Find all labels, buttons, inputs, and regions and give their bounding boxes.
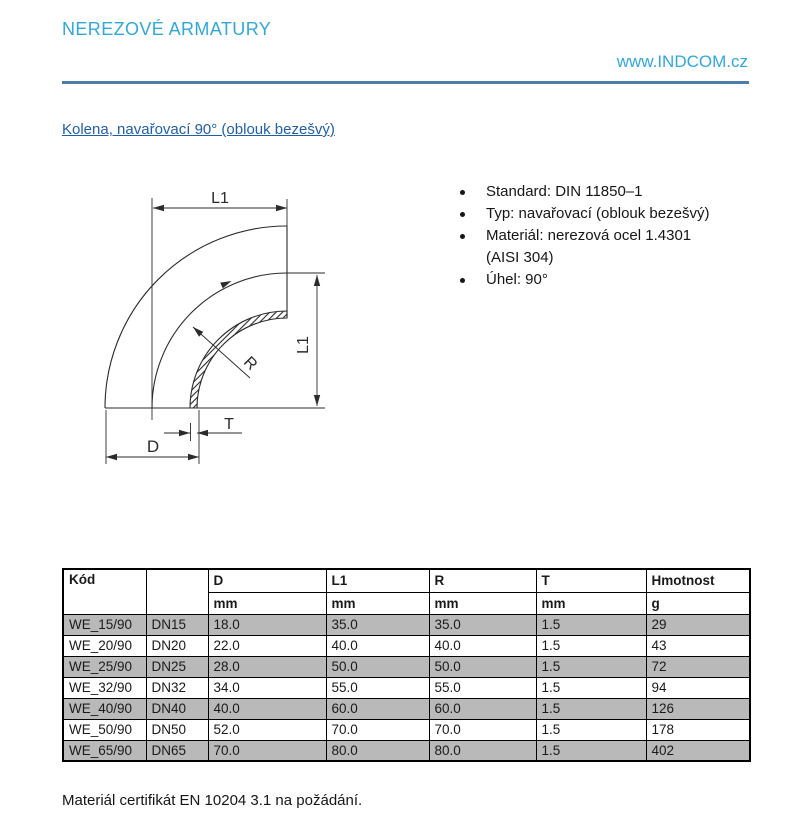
table-wrap (62, 568, 751, 762)
table-cell: 52.0 (208, 719, 326, 740)
specs-list (460, 181, 780, 291)
table-cell: WE_20/90 (63, 635, 146, 656)
column-unit: mm (208, 592, 326, 614)
section-link[interactable]: Kolena, navařovací 90° (oblouk bezešvý) (62, 121, 335, 138)
dimension-lines (106, 198, 325, 464)
elbow-outline (105, 226, 325, 408)
header-rule (62, 81, 749, 84)
table-cell: 1.5 (536, 614, 646, 635)
table-cell: DN65 (146, 740, 208, 761)
dimension-arrows (106, 205, 320, 460)
table-cell: 34.0 (208, 677, 326, 698)
table-cell: 80.0 (429, 740, 536, 761)
table-cell: 94 (646, 677, 750, 698)
table-row (63, 719, 750, 740)
table-cell: 28.0 (208, 656, 326, 677)
table-cell: 1.5 (536, 635, 646, 656)
table-cell: DN25 (146, 656, 208, 677)
table-cell: 50.0 (326, 656, 429, 677)
table-cell: 43 (646, 635, 750, 656)
table-row (63, 614, 750, 635)
table-cell: 35.0 (326, 614, 429, 635)
table-cell: 1.5 (536, 677, 646, 698)
table-cell: 402 (646, 740, 750, 761)
dim-label-l1-right: L1 (295, 336, 312, 354)
table-cell: 126 (646, 698, 750, 719)
table-cell: WE_40/90 (63, 698, 146, 719)
spec-item (460, 203, 780, 225)
table-row (63, 698, 750, 719)
table-cell: 55.0 (326, 677, 429, 698)
column-header (146, 569, 208, 614)
table-cell: 1.5 (536, 698, 646, 719)
column-unit: g (646, 592, 750, 614)
table-cell: 1.5 (536, 740, 646, 761)
table-row (63, 656, 750, 677)
table-cell: 80.0 (326, 740, 429, 761)
website-link[interactable]: www.INDCOM.cz (616, 52, 748, 71)
table-cell: 178 (646, 719, 750, 740)
footnote: Materiál certifikát EN 10204 3.1 na požádání. (62, 792, 363, 809)
table-row (63, 740, 750, 761)
table-cell: 1.5 (536, 656, 646, 677)
column-header: D (208, 569, 326, 592)
spec-text-continued: (AISI 304) (486, 249, 554, 266)
column-header: T (536, 569, 646, 592)
table-cell: WE_50/90 (63, 719, 146, 740)
dim-label-diameter: D (146, 437, 160, 456)
table-cell: 22.0 (208, 635, 326, 656)
table-cell: 50.0 (429, 656, 536, 677)
table-cell: DN15 (146, 614, 208, 635)
bullet-icon (460, 234, 465, 239)
table-cell: DN20 (146, 635, 208, 656)
table-cell: 72 (646, 656, 750, 677)
spec-text: Úhel: 90° (486, 271, 548, 288)
table-cell: WE_25/90 (63, 656, 146, 677)
spec-text: Materiál: nerezová ocel 1.4301 (486, 227, 692, 244)
column-unit: mm (429, 592, 536, 614)
table-cell: 29 (646, 614, 750, 635)
table-cell: DN40 (146, 698, 208, 719)
elbow-drawing (95, 185, 335, 470)
spec-item (460, 181, 780, 203)
page-title: NEREZOVÉ ARMATURY (62, 19, 272, 39)
column-unit: mm (326, 592, 429, 614)
table-cell: DN50 (146, 719, 208, 740)
table-row (63, 635, 750, 656)
dim-label-l1-top: L1 (211, 190, 229, 207)
table-cell: 40.0 (208, 698, 326, 719)
spec-item (460, 225, 780, 247)
size-table (62, 568, 751, 762)
bullet-icon (460, 212, 465, 217)
table-cell: 40.0 (326, 635, 429, 656)
table-row (63, 677, 750, 698)
dim-label-thickness: T (224, 416, 234, 433)
spec-text: Typ: navařovací (oblouk bezešvý) (486, 205, 710, 222)
bullet-icon (460, 190, 465, 195)
table-cell: 70.0 (208, 740, 326, 761)
dim-label-radius: R (240, 353, 261, 374)
column-header: L1 (326, 569, 429, 592)
column-header: Hmotnost (646, 569, 750, 592)
table-cell: 55.0 (429, 677, 536, 698)
table-cell: 40.0 (429, 635, 536, 656)
spec-text: Standard: DIN 11850–1 (486, 183, 643, 200)
wall-section-hatch (190, 311, 287, 408)
table-cell: WE_65/90 (63, 740, 146, 761)
table-cell: 18.0 (208, 614, 326, 635)
spec-item (460, 269, 780, 291)
table-cell: WE_15/90 (63, 614, 146, 635)
table-cell: 70.0 (326, 719, 429, 740)
table-cell: 1.5 (536, 719, 646, 740)
column-unit: mm (536, 592, 646, 614)
table-cell: 35.0 (429, 614, 536, 635)
column-header: R (429, 569, 536, 592)
column-header: Kód (63, 569, 146, 614)
table-cell: 60.0 (429, 698, 536, 719)
table-cell: DN32 (146, 677, 208, 698)
bullet-icon (460, 278, 465, 283)
table-cell: 60.0 (326, 698, 429, 719)
table-cell: WE_32/90 (63, 677, 146, 698)
table-cell: 70.0 (429, 719, 536, 740)
